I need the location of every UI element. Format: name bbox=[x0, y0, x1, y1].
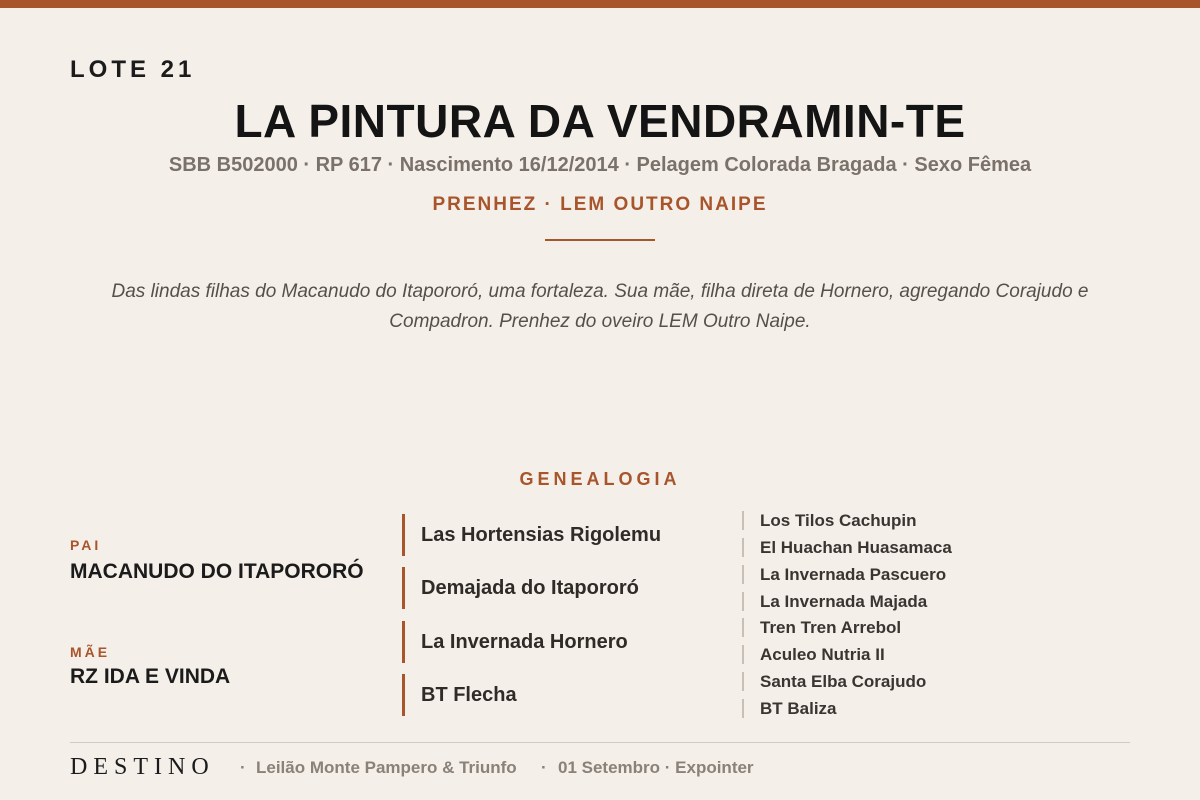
great-grandparent-name: La Invernada Majada bbox=[760, 592, 928, 611]
grandparent-name: BT Flecha bbox=[421, 684, 517, 706]
grandparent-item bbox=[402, 674, 702, 716]
dam-label: MÃE bbox=[70, 644, 111, 660]
great-grandparent-name: Los Tilos Cachupin bbox=[760, 511, 917, 530]
footer-event: Leilão Monte Pampero & Triunfo bbox=[256, 758, 517, 777]
genealogy-title: GENEALOGIA bbox=[519, 469, 681, 489]
grandparent-item bbox=[402, 514, 702, 556]
great-grandparent-name: BT Baliza bbox=[760, 699, 837, 718]
great-grandparent-item bbox=[742, 699, 1042, 718]
footer-separator: · bbox=[240, 758, 246, 777]
footer-divider bbox=[70, 742, 1130, 743]
sire-label: PAI bbox=[70, 537, 102, 553]
sire-name: MACANUDO DO ITAPORORÓ bbox=[70, 560, 364, 583]
grandparent-item bbox=[402, 567, 702, 609]
great-grandparent-item bbox=[742, 592, 1042, 611]
footer-separator: · bbox=[541, 758, 547, 777]
animal-details: SBB B502000 · RP 617 · Nascimento 16/12/2014 · Pelagem Colorada Bragada · Sexo Fêmea bbox=[168, 154, 1032, 176]
great-grandparent-name: El Huachan Huasamaca bbox=[760, 538, 952, 557]
great-grandparent-item bbox=[742, 672, 1042, 691]
grandparent-name: Las Hortensias Rigolemu bbox=[421, 524, 662, 546]
great-grandparent-name: Santa Elba Corajudo bbox=[760, 672, 927, 691]
grandparent-name: Demajada do Itapororó bbox=[421, 577, 639, 599]
great-grandparent-item bbox=[742, 565, 1042, 584]
grandparent-name: La Invernada Hornero bbox=[421, 631, 628, 653]
great-grandparent-item bbox=[742, 538, 1042, 557]
lot-number: LOTE 21 bbox=[70, 56, 196, 83]
animal-description: Das lindas filhas do Macanudo do Itapororó, uma fortaleza. Sua mãe, filha direta de Hornero, agregando Corajudo e Compadron. Prenhez do oveiro LEM Outro Naipe. bbox=[111, 281, 1089, 332]
great-grandparent-name: Aculeo Nutria II bbox=[760, 645, 885, 664]
pregnancy-info: PRENHEZ · LEM OUTRO NAIPE bbox=[432, 194, 768, 215]
dam-name: RZ IDA E VINDA bbox=[70, 665, 231, 688]
brand-logo: DESTINO bbox=[70, 754, 215, 780]
great-grandparent-name: La Invernada Pascuero bbox=[760, 565, 947, 584]
footer-date-place: 01 Setembro · Expointer bbox=[558, 758, 754, 777]
grandparent-item bbox=[402, 621, 702, 663]
title-divider bbox=[545, 239, 655, 241]
great-grandparent-name: Tren Tren Arrebol bbox=[760, 618, 902, 637]
great-grandparent-item bbox=[742, 511, 1042, 530]
animal-name: LA PINTURA DA VENDRAMIN-TE bbox=[234, 95, 966, 147]
top-accent-bar bbox=[0, 0, 1200, 8]
great-grandparent-item bbox=[742, 645, 1042, 664]
great-grandparent-item bbox=[742, 618, 1042, 637]
